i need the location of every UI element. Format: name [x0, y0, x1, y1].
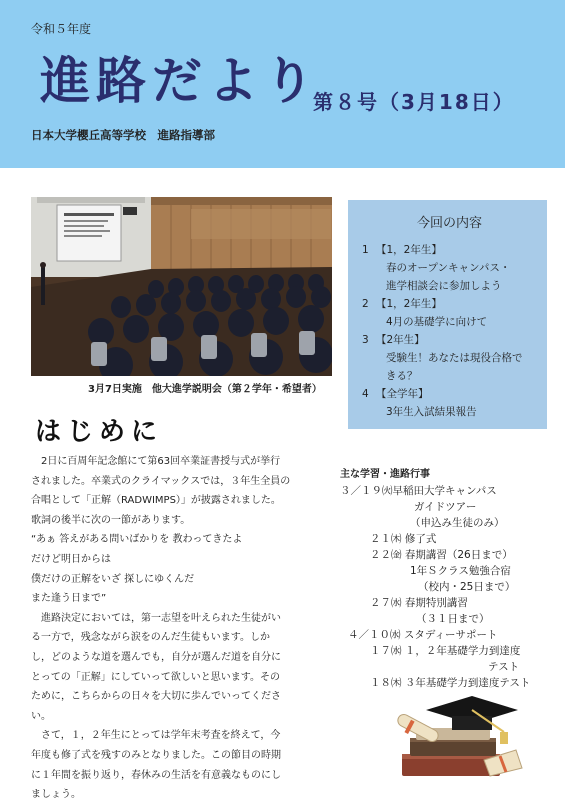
issue-number: 第８号（3月18日）: [313, 90, 515, 114]
table-of-contents: [348, 200, 547, 429]
school-name: 日本大学櫻丘高等学校 進路指導部: [31, 128, 215, 142]
intro-line: し，どのような道を選んでも，自分が選んだ道を自分に: [31, 651, 281, 663]
seminar-photo-image: [31, 197, 332, 376]
events-schedule: [340, 465, 555, 691]
intro-line: だけど明日からは: [31, 553, 111, 565]
event-row: ３／１９㈫早稲田大学キャンパス: [340, 485, 497, 497]
events-list: [340, 483, 555, 691]
toc-subtext: 3年生入試結果報告: [386, 406, 477, 418]
toc-heading: 【1，2年生】: [376, 244, 442, 256]
event-row: ２１㈭ 修了式: [370, 533, 437, 545]
toc-number: 2: [362, 298, 369, 310]
graduation-cap-icon: [396, 676, 530, 782]
intro-line: 2日に百周年記念館にて第63回卒業証書授与式が挙行: [31, 456, 281, 467]
toc-entry: [362, 295, 537, 331]
intro-line: 合唱として「正解（RADWIMPS）」が披露されました。: [31, 495, 281, 507]
toc-entry: [362, 241, 537, 295]
toc-heading: 【全学年】: [376, 388, 429, 400]
intro-line: また逢う日まで”: [31, 593, 107, 605]
intro-line: に１年間を振り返り，春休みの生活を有意義なものにし: [31, 769, 281, 781]
event-row: （３１日まで）: [416, 613, 490, 625]
toc-number: 3: [362, 334, 369, 346]
intro-line: されました。卒業式のクライマックスでは，３年生全員の: [31, 475, 291, 487]
intro-line: 歌詞の後半に次の一節があります。: [31, 514, 191, 526]
toc-subtext: きる？: [386, 370, 418, 382]
newsletter-title: 進路だより: [40, 52, 320, 110]
intro-line: い。: [31, 710, 51, 722]
seminar-photo: [31, 197, 332, 376]
event-row: テスト: [488, 661, 520, 673]
intro-line: 年度も修了式を残すのみとなりました。この節目の時期: [31, 749, 281, 761]
toc-title: 今回の内容: [416, 216, 482, 231]
event-row: ４／１０㈬ スタディーサポート: [348, 629, 498, 641]
toc-entry: [362, 331, 537, 385]
intro-line: 僕だけの正解をいざ 探しにゆくんだ: [31, 573, 195, 585]
toc-subtext: 4月の基礎学に向けて: [386, 316, 488, 328]
event-row: ガイドツアー: [414, 501, 477, 513]
toc-subtext: 進学相談会に参加しよう: [386, 280, 502, 292]
event-row: ２２㈮ 春期講習（26日まで）: [370, 549, 513, 561]
toc-subtext: 受験生！あなたは現役合格で: [386, 352, 523, 364]
toc-heading: 【1，2年生】: [376, 298, 442, 310]
event-row: 1年Ｓクラス勉強合宿: [410, 565, 511, 577]
intro-line: さて，１，２年生にとっては学年末考査を終えて，今: [31, 730, 281, 742]
event-row: １７㈬ １，２年基礎学力到達度: [370, 645, 521, 657]
intro-body: [31, 452, 331, 800]
intro-line: 進路決定においては，第一志望を叶えられた生徒がい: [31, 612, 281, 624]
toc-number: 4: [362, 388, 369, 400]
masthead: [0, 0, 565, 168]
intro-line: “あぁ 答えがある問いばかりを 教わってきたよ: [31, 534, 243, 546]
event-row: ２７㈬ 春期特別講習: [370, 597, 468, 609]
fiscal-year: 令和５年度: [31, 22, 92, 36]
events-title: 主な学習・進路行事: [340, 469, 430, 480]
toc-number: 1: [362, 244, 369, 256]
toc-entry: [362, 385, 537, 421]
intro-line: る一方で，残念ながら涙をのんだ生徒もいます。しか: [31, 632, 270, 644]
event-row: １８㈭ ３年基礎学力到達度テスト: [370, 677, 531, 689]
intro-line: とっての「正解」にしていって欲しいと思います。その: [31, 671, 280, 683]
intro-heading: はじめに: [35, 417, 164, 447]
photo-caption: 3月7日実施 他大進学説明会（第２学年・希望者）: [88, 384, 322, 395]
event-row: （校内・25日まで）: [418, 581, 516, 593]
toc-subtext: 春のオープンキャンパス・: [386, 262, 511, 274]
event-row: （申込み生徒のみ）: [410, 517, 505, 529]
intro-line: ために，こちらからの日々を大切に歩んでいってくださ: [31, 691, 281, 703]
intro-line: ましょう。: [31, 789, 81, 800]
graduation-illustration: [396, 676, 530, 782]
toc-heading: 【2年生】: [376, 334, 425, 346]
